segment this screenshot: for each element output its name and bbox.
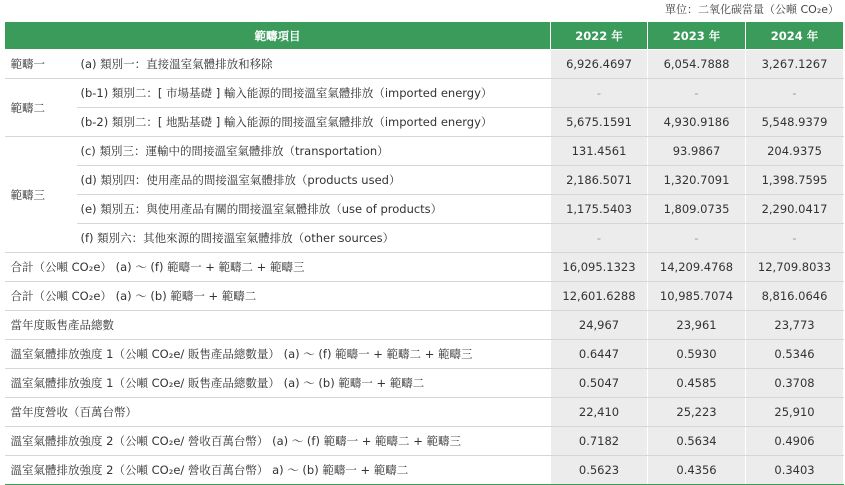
- table-row: [5, 253, 844, 282]
- value-2024: -: [746, 79, 844, 108]
- value-2023: 0.5634: [648, 427, 746, 456]
- table-row: [5, 195, 844, 224]
- header-year-2023: 2023 年: [648, 22, 746, 50]
- value-2023: 10,985.7074: [648, 282, 746, 311]
- value-2022: 16,095.1323: [551, 253, 648, 282]
- row-label: 溫室氣體排放強度 2（公噸 CO₂e/ 營收百萬台幣） (a) ～ (f) 範疇一 + 範疇二 + 範疇三: [5, 427, 551, 456]
- value-2024: 0.4906: [746, 427, 844, 456]
- row-label: (b-2) 類別二：[ 地點基礎 ] 輸入能源的間接溫室氣體排放（imported energy）: [77, 108, 551, 137]
- value-2022: 0.6447: [551, 340, 648, 369]
- value-2022: 0.5623: [551, 456, 648, 485]
- value-2024: -: [746, 224, 844, 253]
- value-2022: 1,175.5403: [551, 195, 648, 224]
- value-2023: 0.5930: [648, 340, 746, 369]
- value-2023: 6,054.7888: [648, 50, 746, 79]
- value-2022: -: [551, 224, 648, 253]
- row-label: 當年度營收（百萬台幣）: [5, 398, 551, 427]
- header-year-2024: 2024 年: [746, 22, 844, 50]
- value-2024: 0.5346: [746, 340, 844, 369]
- header-item: 範疇項目: [5, 22, 551, 50]
- row-label: 溫室氣體排放強度 1（公噸 CO₂e/ 販售產品總數量） (a) ～ (f) 範疇一 + 範疇二 + 範疇三: [5, 340, 551, 369]
- row-label: 溫室氣體排放強度 2（公噸 CO₂e/ 營收百萬台幣） a) ～ (b) 範疇一 + 範疇二: [5, 456, 551, 485]
- value-2022: 0.5047: [551, 369, 648, 398]
- table-row: [5, 50, 844, 79]
- value-2024: 8,816.0646: [746, 282, 844, 311]
- row-label: 合計（公噸 CO₂e） (a) ～ (b) 範疇一 + 範疇二: [5, 282, 551, 311]
- value-2022: 2,186.5071: [551, 166, 648, 195]
- value-2024: 12,709.8033: [746, 253, 844, 282]
- value-2022: 6,926.4697: [551, 50, 648, 79]
- table-row: [5, 398, 844, 427]
- value-2024: 0.3403: [746, 456, 844, 485]
- value-2022: 131.4561: [551, 137, 648, 166]
- scope-3-label: 範疇三: [5, 137, 77, 253]
- value-2023: -: [648, 79, 746, 108]
- value-2024: 5,548.9379: [746, 108, 844, 137]
- row-label: (c) 類別三：運輸中的間接溫室氣體排放（transportation）: [77, 137, 551, 166]
- header-year-2022: 2022 年: [551, 22, 648, 50]
- value-2024: 1,398.7595: [746, 166, 844, 195]
- row-label: (d) 類別四：使用產品的間接溫室氣體排放（products used）: [77, 166, 551, 195]
- value-2022: 12,601.6288: [551, 282, 648, 311]
- value-2023: 0.4585: [648, 369, 746, 398]
- table-row: [5, 108, 844, 137]
- value-2024: 3,267.1267: [746, 50, 844, 79]
- value-2024: 204.9375: [746, 137, 844, 166]
- value-2024: 25,910: [746, 398, 844, 427]
- value-2024: 23,773: [746, 311, 844, 340]
- row-label: (a) 類別一：直接溫室氣體排放和移除: [77, 50, 551, 79]
- table-row: [5, 137, 844, 166]
- table-row: [5, 282, 844, 311]
- table-row: [5, 79, 844, 108]
- row-label: 溫室氣體排放強度 1（公噸 CO₂e/ 販售產品總數量） (a) ～ (b) 範疇一 + 範疇二: [5, 369, 551, 398]
- table-row: [5, 224, 844, 253]
- value-2023: 1,320.7091: [648, 166, 746, 195]
- scope-2-label: 範疇二: [5, 79, 77, 137]
- table-header-row: [5, 22, 844, 50]
- table-row: [5, 369, 844, 398]
- value-2022: 22,410: [551, 398, 648, 427]
- value-2023: 14,209.4768: [648, 253, 746, 282]
- value-2022: 5,675.1591: [551, 108, 648, 137]
- value-2024: 0.3708: [746, 369, 844, 398]
- row-label: (b-1) 類別二：[ 市場基礎 ] 輸入能源的間接溫室氣體排放（imported energy）: [77, 79, 551, 108]
- row-label: 合計（公噸 CO₂e） (a) ～ (f) 範疇一 + 範疇二 + 範疇三: [5, 253, 551, 282]
- value-2023: 23,961: [648, 311, 746, 340]
- table-row: [5, 166, 844, 195]
- row-label: (f) 類別六：其他來源的間接溫室氣體排放（other sources）: [77, 224, 551, 253]
- value-2022: 24,967: [551, 311, 648, 340]
- row-label: (e) 類別五：與使用產品有關的間接溫室氣體排放（use of products）: [77, 195, 551, 224]
- value-2023: -: [648, 224, 746, 253]
- value-2023: 1,809.0735: [648, 195, 746, 224]
- value-2023: 25,223: [648, 398, 746, 427]
- row-label: 當年度販售產品總數: [5, 311, 551, 340]
- emissions-table: [4, 21, 844, 485]
- table-row: [5, 340, 844, 369]
- table-row: [5, 456, 844, 485]
- value-2024: 2,290.0417: [746, 195, 844, 224]
- unit-note: 單位：二氧化碳當量（公噸 CO₂e）: [664, 3, 839, 16]
- scope-1-label: 範疇一: [5, 50, 77, 79]
- value-2022: 0.7182: [551, 427, 648, 456]
- value-2023: 0.4356: [648, 456, 746, 485]
- table-row: [5, 427, 844, 456]
- value-2023: 4,930.9186: [648, 108, 746, 137]
- value-2022: -: [551, 79, 648, 108]
- table-row: [5, 311, 844, 340]
- value-2023: 93.9867: [648, 137, 746, 166]
